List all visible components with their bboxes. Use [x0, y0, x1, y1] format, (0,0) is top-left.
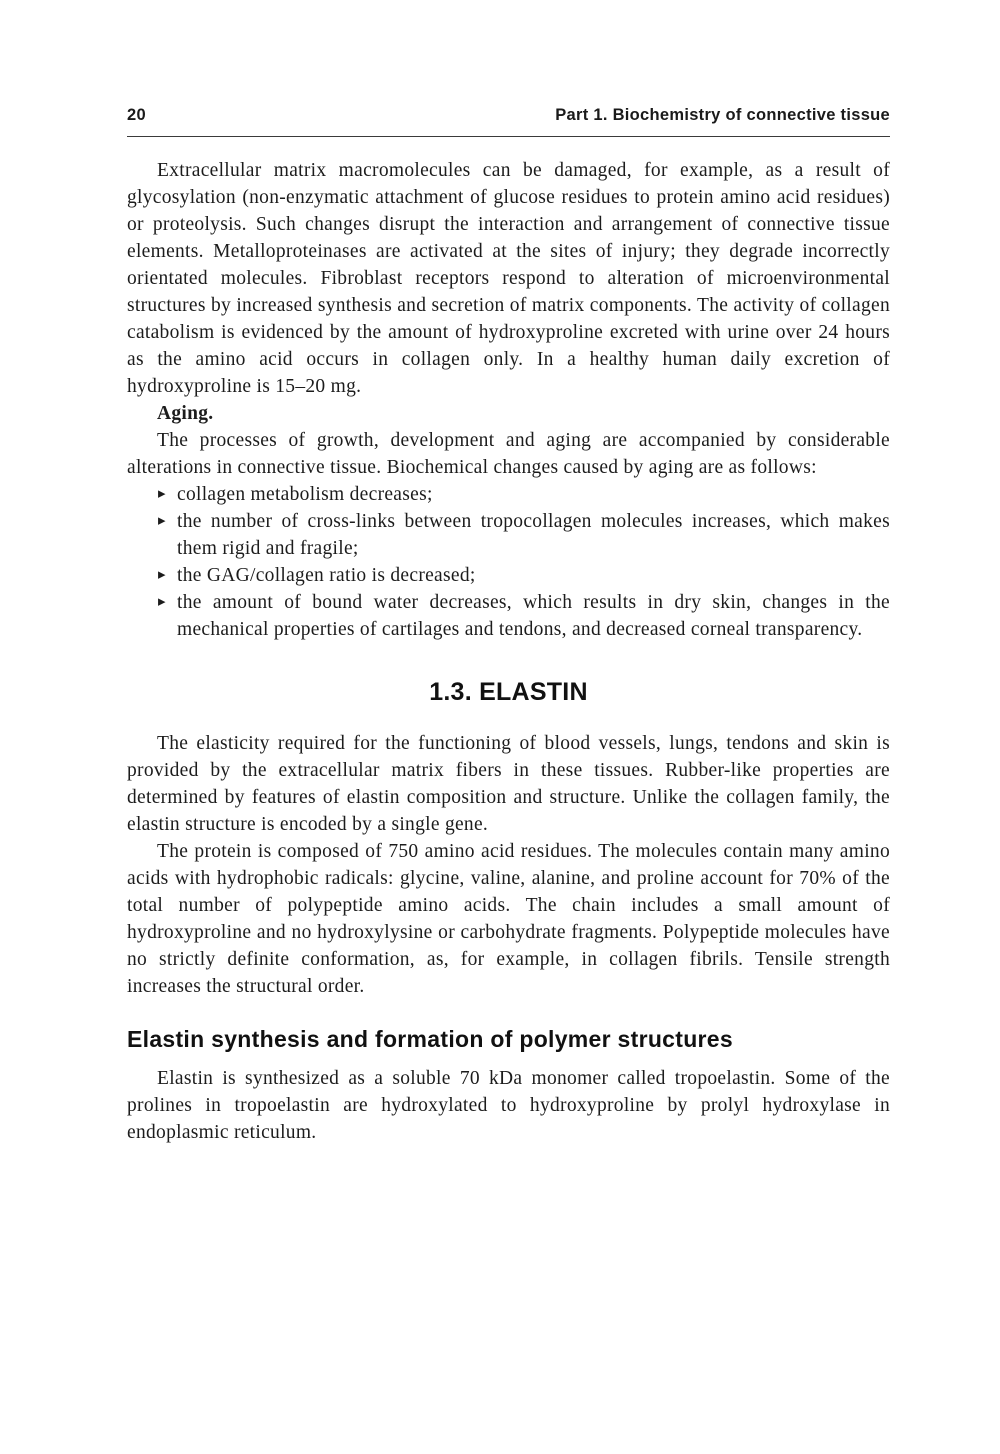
paragraph-protein-composition: The protein is composed of 750 amino acid residues. The molecules contain many amino acids with hydrophobic radicals: glycine, valine, alanine, and proline account for 70% of the total number of polypeptide amino acids. The chain includes a small amount of hydroxyproline and no hydroxylysine or carbohydrate fragments. Polypeptide molecules have no strictly definite conformation, as, for example, in collagen fibrils. Tensile strength increases the structural order. [127, 841, 890, 997]
bullet-icon: ▸ [158, 567, 166, 583]
list-item-text: the number of cross-links between tropocollagen molecules increases, which makes them rigid and fragile; [177, 511, 890, 559]
paragraph-aging-intro: The processes of growth, development and aging are accompanied by considerable alterations in connective tissue. Biochemical changes caused by aging are as follows: [127, 430, 890, 478]
bullet-icon: ▸ [158, 594, 166, 610]
running-title: Part 1. Biochemistry of connective tissue [555, 106, 890, 124]
aging-changes-list [127, 481, 890, 643]
aging-lead-label: Aging. [157, 403, 214, 424]
paragraph-tropoelastin: Elastin is synthesized as a soluble 70 kDa monomer called tropoelastin. Some of the prolines in tropoelastin are hydroxylated to hydroxyproline by prolyl hydroxylase in endoplasmic reticulum. [127, 1068, 890, 1143]
bullet-icon: ▸ [158, 486, 166, 502]
page-number: 20 [127, 106, 146, 124]
paragraph-elasticity: The elasticity required for the functioning of blood vessels, lungs, tendons and skin is provided by the extracellular matrix fibers in these tissues. Rubber-like properties are determined by features of elastin composition and structure. Unlike the collagen family, the elastin structure is encoded by a single gene. [127, 733, 890, 835]
list-item-text: the amount of bound water decreases, which results in dry skin, changes in the mechanical properties of cartilages and tendons, and decreased corneal transparency. [177, 592, 890, 640]
subsection-heading-elastin-synthesis: Elastin synthesis and formation of polymer structures [127, 1026, 733, 1052]
list-item [158, 589, 890, 643]
list-item-text: collagen metabolism decreases; [177, 484, 433, 505]
bullet-icon: ▸ [158, 513, 166, 529]
list-item [158, 508, 890, 562]
list-item [158, 481, 890, 508]
page-header [127, 102, 890, 137]
section-heading-elastin: 1.3. ELASTIN [429, 678, 588, 706]
paragraph-extracellular-matrix: Extracellular matrix macromolecules can be damaged, for example, as a result of glycosylation (non-enzymatic attachment of glucose residues to protein amino acid residues) or proteolysis. Such changes disrupt the interaction and arrangement of connective tissue elements. Metalloproteinases are activated at the sites of injury; they degrade incorrectly orientated molecules. Fibroblast receptors respond to alteration of microenvironmental structures by increased synthesis and secretion of matrix components. The activity of collagen catabolism is evidenced by the amount of hydroxyproline excreted with urine over 24 hours as the amino acid occurs in collagen only. In a healthy human daily excretion of hydroxyproline is 15–20 mg. [127, 160, 890, 397]
list-item-text: the GAG/collagen ratio is decreased; [177, 565, 476, 586]
list-item [158, 562, 890, 589]
